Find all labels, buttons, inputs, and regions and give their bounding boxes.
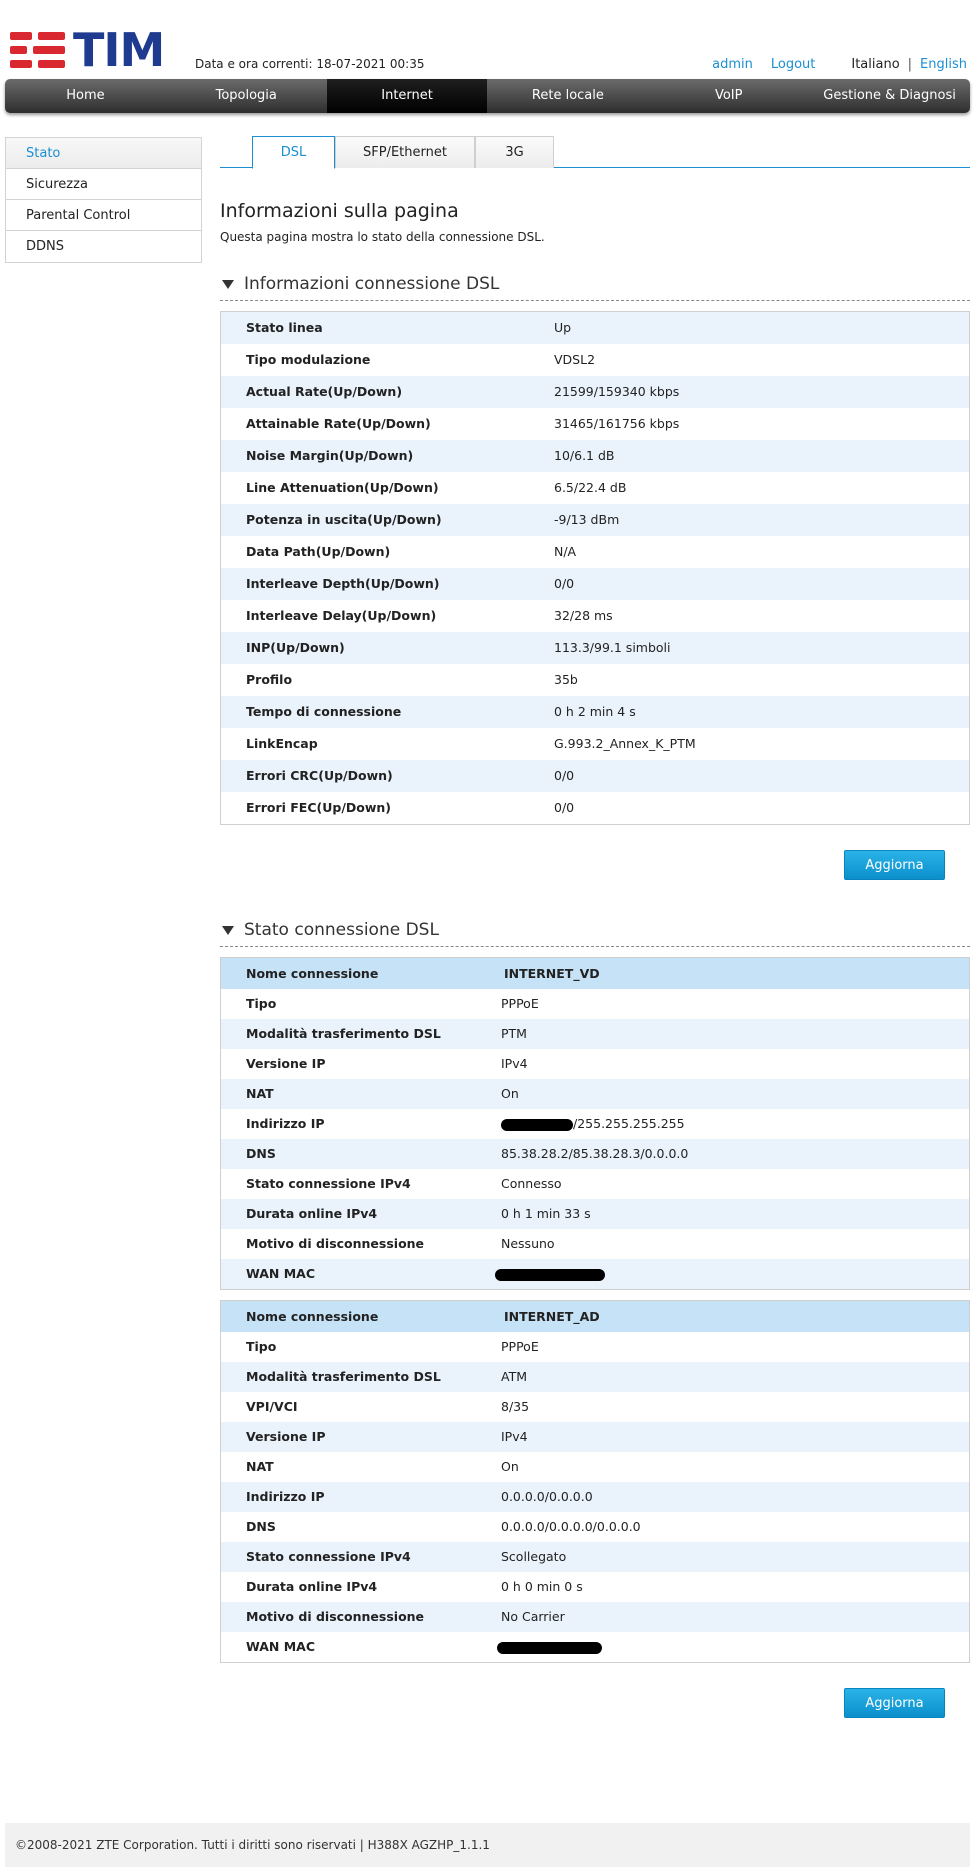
row-value: No Carrier bbox=[501, 1609, 565, 1624]
row-label: NAT bbox=[246, 1459, 274, 1474]
row-value: -9/13 dBm bbox=[554, 512, 620, 527]
table-row bbox=[221, 1542, 969, 1572]
main-content bbox=[220, 136, 970, 1718]
table-row bbox=[221, 312, 969, 344]
row-value: 0.0.0.0/0.0.0.0 bbox=[501, 1489, 593, 1504]
row-value bbox=[501, 1109, 685, 1139]
row-value: 0/0 bbox=[554, 576, 575, 591]
current-datetime: Data e ora correnti: 18-07-2021 00:35 bbox=[195, 57, 425, 71]
table-row bbox=[221, 600, 969, 632]
nav-topologia[interactable]: Topologia bbox=[215, 88, 277, 103]
row-value: 35b bbox=[554, 672, 578, 687]
row-label: VPI/VCI bbox=[246, 1399, 298, 1414]
row-value: 0 h 0 min 0 s bbox=[501, 1579, 583, 1594]
dsl-info-section-title: Informazioni connessione DSL bbox=[244, 274, 500, 294]
row-label: Profilo bbox=[246, 672, 293, 687]
refresh-button-dsl-status[interactable]: Aggiorna bbox=[844, 1688, 945, 1718]
row-label: Interleave Depth(Up/Down) bbox=[246, 576, 440, 591]
tim-logo[interactable] bbox=[10, 23, 180, 77]
row-label: DNS bbox=[246, 1146, 276, 1161]
table-row bbox=[221, 1169, 969, 1199]
connection-table-vd bbox=[220, 957, 970, 1290]
table-row bbox=[221, 728, 969, 760]
refresh-button-dsl-info[interactable]: Aggiorna bbox=[844, 850, 945, 880]
sidebar-item-stato[interactable]: Stato bbox=[6, 138, 201, 169]
row-label: Nome connessione bbox=[246, 1309, 379, 1324]
row-label: Data Path(Up/Down) bbox=[246, 544, 391, 559]
table-row bbox=[221, 568, 969, 600]
table-row bbox=[221, 1019, 969, 1049]
row-value: On bbox=[501, 1459, 519, 1474]
row-label: Motivo di disconnessione bbox=[246, 1236, 425, 1251]
row-label: NAT bbox=[246, 1086, 274, 1101]
row-label: Tipo bbox=[246, 1339, 277, 1354]
row-value: Nessuno bbox=[501, 1236, 555, 1251]
sidebar-item-parental-control[interactable]: Parental Control bbox=[6, 200, 201, 231]
row-value: 10/6.1 dB bbox=[554, 448, 615, 463]
row-value: N/A bbox=[554, 544, 577, 559]
sidebar-item-ddns[interactable]: DDNS bbox=[6, 231, 201, 262]
row-value: On bbox=[501, 1086, 519, 1101]
row-label: Modalità trasferimento DSL bbox=[246, 1026, 441, 1041]
ip-address-suffix: /255.255.255.255 bbox=[573, 1116, 685, 1131]
header bbox=[0, 0, 979, 80]
table-row bbox=[221, 504, 969, 536]
user-link[interactable]: admin bbox=[712, 57, 753, 72]
row-value: 113.3/99.1 simboli bbox=[554, 640, 671, 655]
row-value: VDSL2 bbox=[554, 352, 596, 367]
row-label: LinkEncap bbox=[246, 736, 318, 751]
table-row bbox=[221, 440, 969, 472]
row-value: INTERNET_VD bbox=[504, 966, 600, 981]
table-row bbox=[221, 958, 969, 989]
tab-3g[interactable]: 3G bbox=[475, 136, 554, 168]
row-label: Indirizzo IP bbox=[246, 1116, 325, 1131]
row-value: PPPoE bbox=[501, 996, 539, 1011]
row-label: Versione IP bbox=[246, 1056, 326, 1071]
dsl-info-table bbox=[220, 311, 970, 825]
table-row bbox=[221, 344, 969, 376]
language-italian[interactable]: Italiano bbox=[851, 57, 900, 72]
row-label: Errori CRC(Up/Down) bbox=[246, 768, 393, 783]
collapse-triangle-icon[interactable] bbox=[222, 280, 234, 289]
row-label: DNS bbox=[246, 1519, 276, 1534]
table-row bbox=[221, 1259, 969, 1289]
row-label: Potenza in uscita(Up/Down) bbox=[246, 512, 442, 527]
table-row bbox=[221, 1572, 969, 1602]
nav-voip[interactable]: VoIP bbox=[714, 88, 743, 103]
row-label: Errori FEC(Up/Down) bbox=[246, 800, 392, 815]
nav-rete-locale[interactable]: Rete locale bbox=[531, 88, 604, 103]
row-value: 85.38.28.2/85.38.28.3/0.0.0.0 bbox=[501, 1146, 689, 1161]
table-row bbox=[221, 632, 969, 664]
table-row bbox=[221, 376, 969, 408]
row-label: Attainable Rate(Up/Down) bbox=[246, 416, 431, 431]
row-value: 0/0 bbox=[554, 768, 575, 783]
table-row bbox=[221, 1301, 969, 1332]
nav-home[interactable]: Home bbox=[66, 88, 105, 103]
table-row bbox=[221, 408, 969, 440]
table-row bbox=[221, 1602, 969, 1632]
row-label: Tempo di connessione bbox=[246, 704, 402, 719]
table-row bbox=[221, 1362, 969, 1392]
row-value: PPPoE bbox=[501, 1339, 539, 1354]
table-row bbox=[221, 1512, 969, 1542]
dsl-status-section-title: Stato connessione DSL bbox=[244, 920, 439, 940]
table-row bbox=[221, 472, 969, 504]
tab-sfp-ethernet[interactable]: SFP/Ethernet bbox=[335, 136, 475, 168]
row-label: Nome connessione bbox=[246, 966, 379, 981]
page-title: Informazioni sulla pagina bbox=[220, 200, 459, 222]
row-value bbox=[501, 1259, 605, 1289]
row-label: Modalità trasferimento DSL bbox=[246, 1369, 441, 1384]
row-label: Durata online IPv4 bbox=[246, 1206, 378, 1221]
row-value: Scollegato bbox=[501, 1549, 567, 1564]
footer: ©2008-2021 ZTE Corporation. Tutti i diritti sono riservati | H388X AGZHP_1.1.1 bbox=[5, 1823, 970, 1867]
row-value: PTM bbox=[501, 1026, 527, 1041]
row-label: Tipo bbox=[246, 996, 277, 1011]
nav-internet[interactable]: Internet bbox=[327, 79, 488, 113]
tim-logo-icon bbox=[10, 30, 65, 70]
logout-link[interactable]: Logout bbox=[770, 57, 816, 72]
row-value: 6.5/22.4 dB bbox=[554, 480, 627, 495]
table-row bbox=[221, 696, 969, 728]
nav-gestione-diagnosi[interactable]: Gestione & Diagnosi bbox=[823, 88, 956, 103]
sidebar bbox=[5, 137, 202, 263]
row-value: G.993.2_Annex_K_PTM bbox=[554, 736, 696, 751]
table-row bbox=[221, 792, 969, 824]
row-label: Stato connessione IPv4 bbox=[246, 1549, 411, 1564]
row-label: WAN MAC bbox=[246, 1639, 316, 1654]
collapse-triangle-icon[interactable] bbox=[222, 926, 234, 935]
table-row bbox=[221, 989, 969, 1019]
table-row bbox=[221, 1452, 969, 1482]
row-label: Motivo di disconnessione bbox=[246, 1609, 425, 1624]
language-english[interactable]: English bbox=[920, 57, 967, 72]
redacted-wan-mac bbox=[497, 1642, 602, 1654]
row-value: 8/35 bbox=[501, 1399, 530, 1414]
row-label: INP(Up/Down) bbox=[246, 640, 345, 655]
main-nav bbox=[5, 79, 970, 113]
table-row bbox=[221, 1632, 969, 1662]
row-label: Noise Margin(Up/Down) bbox=[246, 448, 414, 463]
row-value: IPv4 bbox=[501, 1056, 528, 1071]
redacted-wan-mac bbox=[495, 1269, 605, 1281]
table-row bbox=[221, 1199, 969, 1229]
table-row bbox=[221, 1482, 969, 1512]
table-row bbox=[221, 1049, 969, 1079]
table-row bbox=[221, 760, 969, 792]
row-value: 21599/159340 kbps bbox=[554, 384, 680, 399]
table-row bbox=[221, 1139, 969, 1169]
table-row bbox=[221, 1109, 969, 1139]
table-row bbox=[221, 1229, 969, 1259]
redacted-ip-prefix bbox=[501, 1119, 573, 1131]
row-value: 32/28 ms bbox=[554, 608, 613, 623]
row-label: Stato connessione IPv4 bbox=[246, 1176, 411, 1191]
table-row bbox=[221, 536, 969, 568]
table-row bbox=[221, 1422, 969, 1452]
row-value: INTERNET_AD bbox=[504, 1309, 600, 1324]
row-value: ATM bbox=[501, 1369, 528, 1384]
row-label: Actual Rate(Up/Down) bbox=[246, 384, 403, 399]
row-value: 0 h 1 min 33 s bbox=[501, 1206, 591, 1221]
row-label: WAN MAC bbox=[246, 1266, 316, 1281]
row-value: 0.0.0.0/0.0.0.0/0.0.0.0 bbox=[501, 1519, 641, 1534]
tab-dsl[interactable]: DSL bbox=[252, 136, 335, 169]
row-label: Tipo modulazione bbox=[246, 352, 371, 367]
table-row bbox=[221, 664, 969, 696]
table-row bbox=[221, 1332, 969, 1362]
row-value bbox=[501, 1632, 602, 1662]
row-label: Line Attenuation(Up/Down) bbox=[246, 480, 439, 495]
dsl-status-section-header[interactable] bbox=[220, 920, 970, 947]
table-row bbox=[221, 1392, 969, 1422]
row-label: Durata online IPv4 bbox=[246, 1579, 378, 1594]
row-label: Indirizzo IP bbox=[246, 1489, 325, 1504]
tab-bar bbox=[220, 136, 970, 168]
row-value: Up bbox=[554, 320, 572, 335]
top-links bbox=[712, 57, 967, 72]
row-label: Versione IP bbox=[246, 1429, 326, 1444]
row-value: 0/0 bbox=[554, 800, 575, 815]
row-value: 0 h 2 min 4 s bbox=[554, 704, 636, 719]
page-description: Questa pagina mostra lo stato della connessione DSL. bbox=[220, 230, 545, 244]
row-value: IPv4 bbox=[501, 1429, 528, 1444]
row-label: Stato linea bbox=[246, 320, 323, 335]
dsl-info-section-header[interactable] bbox=[220, 274, 970, 301]
row-value: 31465/161756 kbps bbox=[554, 416, 680, 431]
sidebar-item-sicurezza[interactable]: Sicurezza bbox=[6, 169, 201, 200]
table-row bbox=[221, 1079, 969, 1109]
logo-text: TIM bbox=[73, 23, 165, 77]
row-label: Interleave Delay(Up/Down) bbox=[246, 608, 437, 623]
row-value: Connesso bbox=[501, 1176, 562, 1191]
connection-table-ad bbox=[220, 1300, 970, 1663]
language-separator: | bbox=[907, 57, 913, 72]
